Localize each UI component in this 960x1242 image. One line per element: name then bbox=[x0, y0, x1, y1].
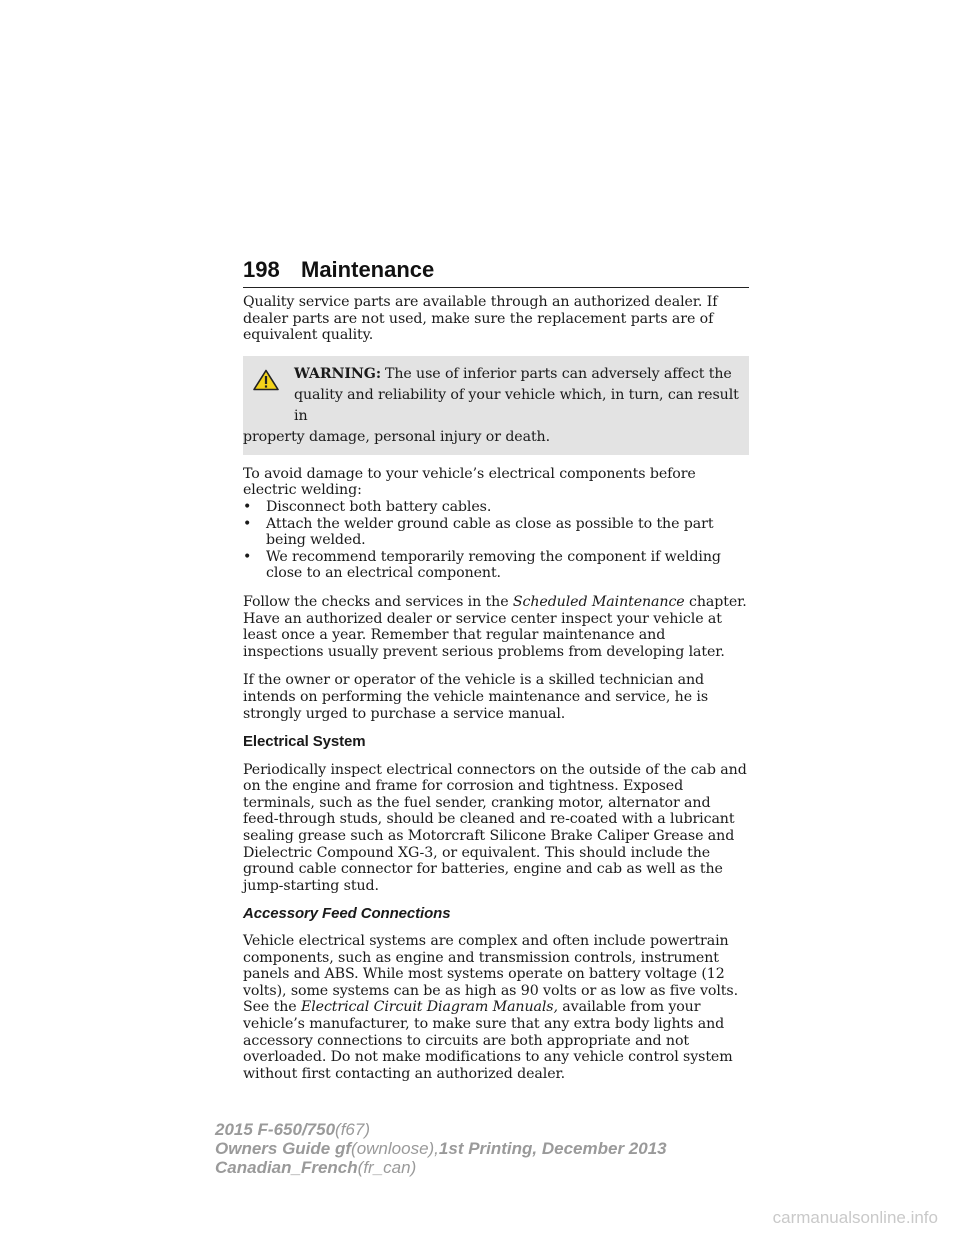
checks-paragraph: Follow the checks and services in the Scheduled Maintenance chapter. Have an authorized dealer or service center inspect your vehicle at least once a year. Remember that regular maintenance and inspections usually prevent serious problems from developing later. bbox=[243, 593, 747, 660]
page-content bbox=[243, 294, 749, 1094]
page-header bbox=[243, 255, 749, 288]
welding-intro: To avoid damage to your vehicle’s electrical components before electric welding: bbox=[243, 465, 696, 499]
intro-paragraph: Quality service parts are available through an authorized dealer. If dealer parts are not used, make sure the replacement parts are of equivalent quality. bbox=[243, 294, 718, 344]
manual-reference: Electrical Circuit Diagram Manuals, bbox=[300, 999, 558, 1016]
page-number: 198 bbox=[243, 257, 280, 282]
print-footer bbox=[215, 1120, 667, 1177]
bullet-icon: • bbox=[243, 515, 252, 532]
warning-box bbox=[243, 356, 749, 455]
site-watermark: carmanualsonline.info bbox=[772, 1208, 938, 1227]
footer-line-1: 2015 F-650/750(f67) bbox=[215, 1120, 371, 1139]
list-item: • We recommend temporarily removing the component if welding close to an electrical component. bbox=[243, 548, 721, 582]
warning-label: WARNING: bbox=[294, 365, 381, 382]
chapter-title: Maintenance bbox=[301, 257, 435, 282]
footer-line-2: Owners Guide gf(ownloose),1st Printing, December 2013 bbox=[215, 1139, 667, 1158]
accessory-paragraph: Vehicle electrical systems are complex and often include powertrain components, such as engine and transmission controls, instrument panels and ABS. While most systems operate on battery voltage (12 volts), some systems can be as high as 90 volts or as low as five volts. See the Electrical Circuit Diagram Manuals, available from your vehicle’s manufacturer, to make sure that any extra body lights and accessory connections to circuits are both appropriate and not overloaded. Do not make modifications to any vehicle control system without first contacting an authorized dealer. bbox=[243, 933, 738, 1082]
chapter-reference: Scheduled Maintenance bbox=[512, 593, 685, 610]
warning-line-2: quality and reliability of your vehicle which, in turn, can result in bbox=[294, 386, 739, 424]
bullet-icon: • bbox=[243, 498, 252, 515]
subsection-heading-accessory: Accessory Feed Connections bbox=[243, 905, 451, 923]
electrical-paragraph: Periodically inspect electrical connectors on the outside of the cab and on the engine and frame for corrosion and tightness. Exposed terminals, such as the fuel sender, cranking motor, alternator and feed-through studs, should be cleaned and re-coated with a lubricant sealing grease such as Motorcraft Silicone Brake Caliper Grease and Dielectric Compound XG-3, or equivalent. This should include the ground cable connector for batteries, engine and cab as well as the jump-starting stud. bbox=[243, 761, 747, 894]
list-item: • Disconnect both battery cables. bbox=[243, 498, 492, 515]
warning-triangle-icon bbox=[253, 369, 279, 391]
list-item: • Attach the welder ground cable as close as possible to the part being welded. bbox=[243, 515, 714, 549]
welding-section bbox=[243, 466, 749, 582]
bullet-icon: • bbox=[243, 548, 252, 565]
footer-line-3: Canadian_French(fr_can) bbox=[215, 1158, 417, 1177]
warning-line-3: property damage, personal injury or death. bbox=[243, 428, 551, 445]
section-heading-electrical: Electrical System bbox=[243, 733, 366, 751]
warning-line-1: WARNING: The use of inferior parts can adversely affect the bbox=[294, 365, 732, 382]
owner-paragraph: If the owner or operator of the vehicle is a skilled technician and intends on performing the vehicle maintenance and service, he is strongly urged to purchase a service manual. bbox=[243, 672, 709, 722]
